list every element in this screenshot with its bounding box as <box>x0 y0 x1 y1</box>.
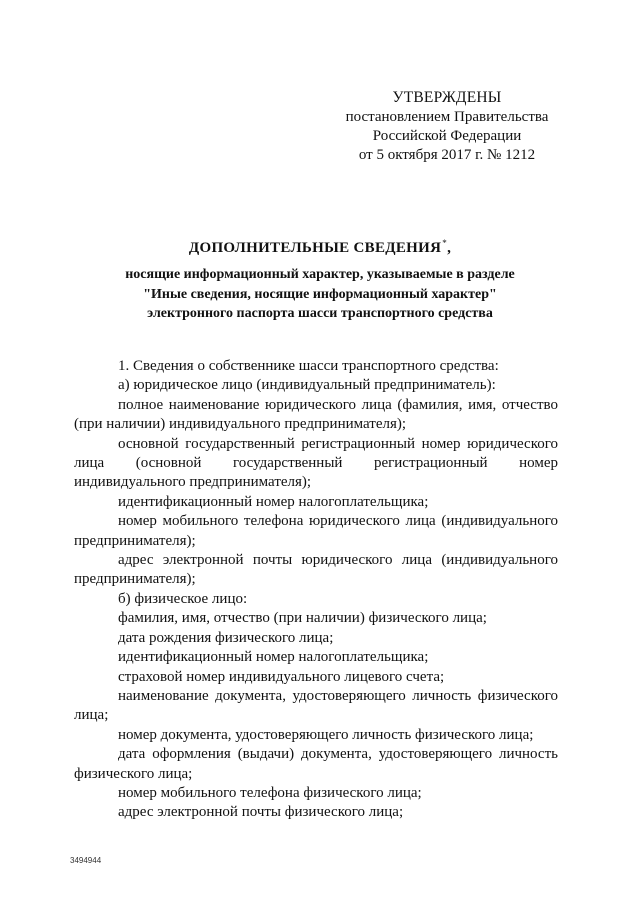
document-title-text: ДОПОЛНИТЕЛЬНЫЕ СВЕДЕНИЯ <box>188 240 442 256</box>
paragraph: 1. Сведения о собственнике шасси транспортного средства: <box>118 358 499 374</box>
subtitle-line: электронного паспорта шасси транспортного средства <box>147 306 493 321</box>
paragraph: дата оформления (выдачи) документа, удостоверяющего личность физического лица; <box>74 746 558 782</box>
paragraph: наименование документа, удостоверяющего личность физического лица; <box>74 687 558 724</box>
document-body <box>74 357 558 823</box>
document-subtitle <box>70 265 570 324</box>
paragraph: адрес электронной почты юридического лица (индивидуального предпринимателя); <box>74 552 558 588</box>
paragraph: а) юридическое лицо (индивидуальный предприниматель): <box>118 377 496 394</box>
paragraph: основной государственный регистрационный номер юридического лица (основной государственный регистрационный номер индивидуального предпринимателя); <box>74 435 558 491</box>
paragraph: полное наименование юридического лица (фамилия, имя, отчество (при наличии) индивидуального предпринимателя); <box>74 396 558 433</box>
paragraph: дата рождения физического лица; <box>118 629 334 646</box>
approval-heading: УТВЕРЖДЕНЫ <box>392 89 502 106</box>
paragraph: идентификационный номер налогоплательщика; <box>118 649 429 666</box>
paragraph: идентификационный номер налогоплательщика; <box>118 493 429 510</box>
paragraph: б) физическое лицо: <box>118 590 248 607</box>
paragraph: номер мобильного телефона юридического лица (индивидуального предпринимателя); <box>74 513 558 549</box>
paragraph: номер документа, удостоверяющего личность физического лица; <box>118 726 534 743</box>
approval-line: от 5 октября 2017 г. № 1212 <box>358 147 536 163</box>
approval-block <box>340 88 554 165</box>
subtitle-line: "Иные сведения, носящие информационный характер" <box>143 286 497 302</box>
approval-line: постановлением Правительства <box>345 109 549 125</box>
subtitle-line: носящие информационный характер, указываемые в разделе <box>125 267 515 282</box>
paragraph: номер мобильного телефона физического лица; <box>118 784 422 801</box>
document-code: 3494944 <box>70 856 102 865</box>
title-comma: , <box>447 240 452 256</box>
paragraph: адрес электронной почты физического лица; <box>118 804 404 821</box>
footnote-mark: * <box>442 238 448 248</box>
paragraph: фамилия, имя, отчество (при наличии) физического лица; <box>118 610 487 627</box>
document-title <box>70 238 570 257</box>
paragraph: страховой номер индивидуального лицевого счета; <box>118 668 445 685</box>
approval-line: Российской Федерации <box>372 128 522 144</box>
